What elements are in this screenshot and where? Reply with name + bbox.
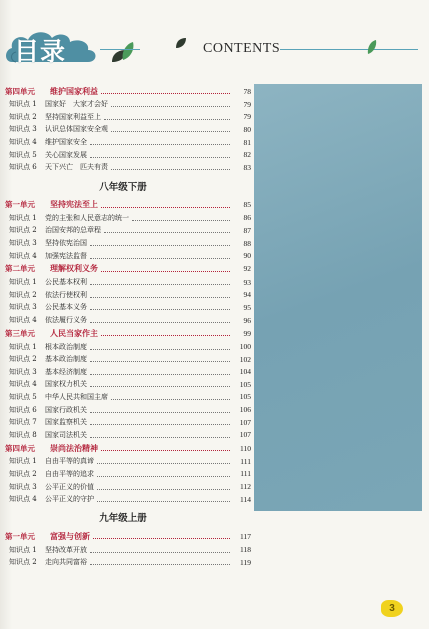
grade-heading: 八年级下册 [99, 181, 147, 193]
entry-title: 人民当家作主 [50, 327, 98, 338]
knowledge-point-label: 知识点 6 [9, 405, 37, 414]
toc-entry[interactable] [5, 314, 251, 327]
toc-entry[interactable] [5, 378, 251, 391]
dot-leader [104, 114, 230, 120]
page-ref: 90 [243, 251, 251, 261]
entry-title: 治国安邦的总章程 [45, 226, 101, 235]
dot-leader [111, 126, 230, 132]
knowledge-point-label: 知识点 1 [9, 278, 37, 287]
page-ref: 79 [243, 99, 251, 109]
entry-title: 崇尚法治精神 [50, 442, 98, 453]
entry-title: 国家司法机关 [45, 430, 87, 439]
toc-entry[interactable] [5, 468, 251, 481]
page-ref: 117 [240, 531, 251, 541]
dot-leader [93, 533, 230, 539]
entry-title: 坚持依宪治国 [45, 239, 87, 248]
page-ref: 92 [243, 264, 251, 274]
dot-leader [90, 240, 230, 246]
entry-title: 公民基本义务 [45, 303, 87, 312]
page-ref: 78 [243, 86, 251, 96]
entry-title: 天下兴亡 匹夫有责 [45, 163, 108, 172]
knowledge-point-label: 知识点 3 [9, 367, 37, 376]
entry-title: 加强宪法监督 [45, 251, 87, 260]
toc-unit-entry[interactable] [5, 84, 251, 98]
toc-unit-entry[interactable] [5, 198, 251, 212]
page-ref: 111 [240, 456, 251, 466]
page-ref: 99 [243, 328, 251, 338]
toc-entry[interactable] [5, 276, 251, 289]
toc-entry[interactable] [5, 123, 251, 136]
page-ref: 87 [243, 225, 251, 235]
toc-entry[interactable] [5, 161, 251, 174]
toc-entry[interactable] [5, 556, 251, 569]
toc-entry[interactable] [5, 493, 251, 506]
toc-entry[interactable] [5, 403, 251, 416]
knowledge-point-label: 知识点 2 [9, 558, 37, 567]
page-title: 目录 [14, 37, 67, 66]
dot-leader [90, 419, 230, 425]
toc-entry[interactable] [5, 391, 251, 404]
knowledge-point-label: 知识点 3 [9, 482, 37, 491]
dot-leader [90, 356, 230, 362]
dot-leader [97, 484, 230, 490]
page-ref: 119 [240, 557, 251, 567]
header-rule [280, 49, 418, 50]
dot-leader [90, 152, 230, 158]
unit-label: 第一单元 [5, 200, 35, 210]
unit-label: 第三单元 [5, 328, 35, 338]
knowledge-point-label: 知识点 8 [9, 430, 37, 439]
unit-label: 第二单元 [5, 264, 35, 274]
page-ref: 86 [243, 213, 251, 223]
entry-title: 走向共同富裕 [45, 558, 87, 567]
entry-title: 公平正义的价值 [45, 482, 94, 491]
toc-entry[interactable] [5, 148, 251, 161]
entry-title: 公平正义的守护 [45, 495, 94, 504]
page-ref: 105 [239, 379, 251, 389]
toc-entry[interactable] [5, 340, 251, 353]
entry-title: 依法行使权利 [45, 290, 87, 299]
entry-title: 富强与创新 [50, 530, 90, 541]
entry-title: 坚持改革开放 [45, 545, 87, 554]
dot-leader [90, 317, 230, 323]
page-ref: 88 [243, 238, 251, 248]
entry-title: 党的主张和人民意志的统一 [45, 213, 129, 222]
entry-title: 自由平等的真谛 [45, 457, 94, 466]
page-ref: 105 [239, 392, 251, 402]
table-of-contents [5, 84, 251, 569]
dot-leader [90, 432, 230, 438]
dot-leader [132, 215, 230, 221]
knowledge-point-label: 知识点 4 [9, 138, 37, 147]
dot-leader [90, 559, 230, 565]
unit-label: 第四单元 [5, 443, 35, 453]
unit-label: 第四单元 [5, 86, 35, 96]
entry-title: 关心国家发展 [45, 150, 87, 159]
page-ref: 107 [239, 417, 251, 427]
dot-leader [90, 369, 230, 375]
dot-leader [101, 88, 230, 94]
toc-entry[interactable] [5, 301, 251, 314]
knowledge-point-label: 知识点 5 [9, 150, 37, 159]
page-ref: 82 [243, 150, 251, 160]
entry-title: 根本政治制度 [45, 342, 87, 351]
knowledge-point-label: 知识点 7 [9, 418, 37, 427]
page-ref: 107 [239, 430, 251, 440]
toc-entry[interactable] [5, 237, 251, 250]
dot-leader [90, 344, 230, 350]
knowledge-point-label: 知识点 2 [9, 226, 37, 235]
dot-leader [101, 330, 230, 336]
knowledge-point-label: 知识点 2 [9, 290, 37, 299]
contents-heading: CONTENTS [203, 41, 281, 56]
entry-title: 国家行政机关 [45, 405, 87, 414]
toc-entry[interactable] [5, 455, 251, 468]
knowledge-point-label: 知识点 4 [9, 251, 37, 260]
entry-title: 国家监察机关 [45, 418, 87, 427]
side-panel [254, 84, 422, 511]
entry-title: 依法履行义务 [45, 316, 87, 325]
knowledge-point-label: 知识点 1 [9, 545, 37, 554]
leaf-icon [366, 38, 378, 56]
page-ref: 85 [243, 200, 251, 210]
entry-title: 坚持宪法至上 [50, 199, 98, 210]
knowledge-point-label: 知识点 2 [9, 355, 37, 364]
entry-title: 公民基本权利 [45, 278, 87, 287]
dot-leader [97, 458, 230, 464]
page-ref: 100 [239, 342, 251, 352]
grade-heading: 九年级上册 [99, 513, 147, 525]
toc-unit-entry[interactable] [5, 326, 251, 340]
knowledge-point-label: 知识点 2 [9, 112, 37, 121]
dot-leader [111, 101, 230, 107]
leaf-icon [120, 40, 136, 62]
toc-entry[interactable] [5, 212, 251, 225]
dot-leader [90, 547, 230, 553]
toc-entry[interactable] [5, 289, 251, 302]
page-ref: 104 [239, 367, 251, 377]
page-ref: 110 [240, 443, 251, 453]
toc-entry[interactable] [5, 111, 251, 124]
knowledge-point-label: 知识点 3 [9, 303, 37, 312]
dot-leader [90, 139, 230, 145]
header-rule [100, 49, 140, 50]
entry-title: 认识总体国家安全观 [45, 125, 108, 134]
toc-entry[interactable] [5, 249, 251, 262]
page-ref: 83 [243, 162, 251, 172]
entry-title: 维护国家利益 [50, 85, 98, 96]
dot-leader [101, 445, 230, 451]
toc-entry[interactable] [5, 480, 251, 493]
page-ref: 102 [239, 354, 251, 364]
dot-leader [90, 253, 230, 259]
page-ref: 114 [240, 494, 251, 504]
entry-title: 基本政治制度 [45, 355, 87, 364]
knowledge-point-label: 知识点 3 [9, 239, 37, 248]
toc-entry[interactable] [5, 353, 251, 366]
entry-title: 理解权利义务 [50, 263, 98, 274]
knowledge-point-label: 知识点 2 [9, 469, 37, 478]
page-ref: 95 [243, 302, 251, 312]
dot-leader [90, 304, 230, 310]
dot-leader [97, 471, 230, 477]
toc-entry[interactable] [5, 366, 251, 379]
entry-title: 中华人民共和国主席 [45, 392, 108, 401]
page-ref: 106 [239, 405, 251, 415]
dot-leader [90, 292, 230, 298]
toc-entry[interactable] [5, 416, 251, 429]
page-ref: 96 [243, 315, 251, 325]
entry-title: 基本经济制度 [45, 367, 87, 376]
knowledge-point-label: 知识点 6 [9, 163, 37, 172]
knowledge-point-label: 知识点 1 [9, 100, 37, 109]
knowledge-point-label: 知识点 1 [9, 342, 37, 351]
entry-title: 维护国家安全 [45, 138, 87, 147]
dot-leader [90, 381, 230, 387]
dot-leader [104, 227, 230, 233]
dot-leader [101, 266, 230, 272]
page-ref: 118 [240, 545, 251, 555]
leaf-icon [174, 36, 188, 50]
page-ref: 111 [240, 469, 251, 479]
knowledge-point-label: 知识点 1 [9, 457, 37, 466]
dot-leader [111, 164, 230, 170]
page-ref: 112 [240, 482, 251, 492]
toc-entry[interactable] [5, 543, 251, 556]
knowledge-point-label: 知识点 3 [9, 125, 37, 134]
page-ref: 93 [243, 277, 251, 287]
knowledge-point-label: 知识点 4 [9, 316, 37, 325]
dot-leader [101, 202, 230, 208]
toc-unit-entry[interactable] [5, 441, 251, 455]
knowledge-point-label: 知识点 5 [9, 392, 37, 401]
page-ref: 79 [243, 112, 251, 122]
toc-entry[interactable] [5, 428, 251, 441]
entry-title: 国家权力机关 [45, 380, 87, 389]
toc-entry[interactable] [5, 136, 251, 149]
dot-leader [111, 394, 230, 400]
toc-entry[interactable] [5, 98, 251, 111]
dot-leader [90, 279, 230, 285]
entry-title: 国家好 大家才会好 [45, 100, 108, 109]
page-ref: 80 [243, 124, 251, 134]
toc-unit-entry[interactable] [5, 529, 251, 543]
toc-unit-entry[interactable] [5, 262, 251, 276]
knowledge-point-label: 知识点 4 [9, 380, 37, 389]
dot-leader [97, 496, 230, 502]
knowledge-point-label: 知识点 1 [9, 213, 37, 222]
toc-entry[interactable] [5, 224, 251, 237]
page-number: 3 [381, 600, 403, 617]
page-ref: 94 [243, 290, 251, 300]
unit-label: 第一单元 [5, 531, 35, 541]
knowledge-point-label: 知识点 4 [9, 495, 37, 504]
page-ref: 81 [243, 137, 251, 147]
entry-title: 坚持国家利益至上 [45, 112, 101, 121]
dot-leader [90, 407, 230, 413]
entry-title: 自由平等的追求 [45, 469, 94, 478]
